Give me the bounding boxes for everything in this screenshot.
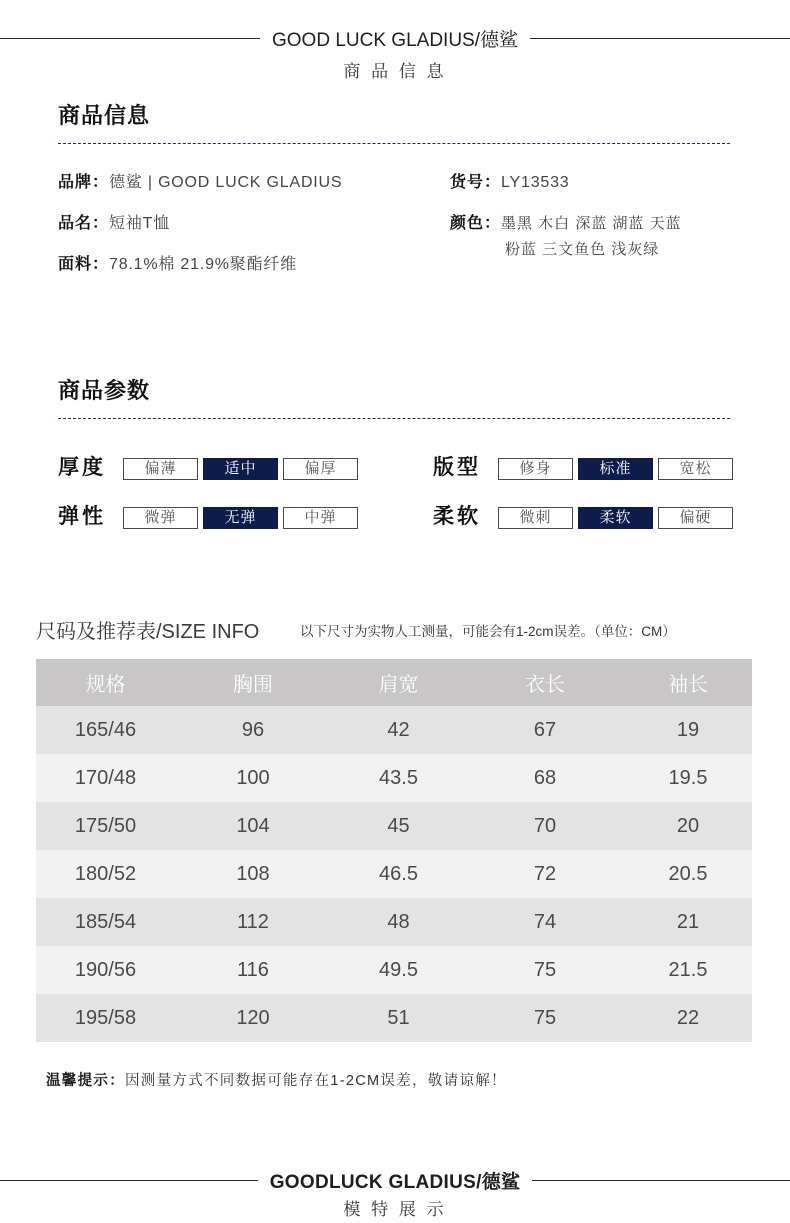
fit-option: 修身: [498, 458, 573, 480]
size-table: [36, 659, 752, 1042]
table-cell: 72: [466, 850, 624, 898]
header-subtitle: 商 品 信 息: [343, 62, 447, 81]
color-row-continued: [505, 239, 659, 261]
brand-value: 德鲨 | GOOD LUCK GLADIUS: [109, 174, 343, 191]
product-name-row: [58, 213, 170, 235]
column-header: 袖长: [624, 659, 752, 706]
elasticity-label: 弹性: [58, 505, 106, 528]
table-row: [36, 946, 752, 994]
table-cell: 20: [624, 802, 752, 850]
table-cell: 45: [331, 802, 466, 850]
color-row: [450, 213, 682, 235]
color-values-line1: 墨黑 木白 深蓝 湖蓝 天蓝: [501, 215, 682, 232]
table-cell: 195/58: [36, 994, 175, 1042]
footer-left-rule: [0, 1180, 258, 1181]
measurement-tip: [46, 1071, 507, 1091]
softness-option: 偏硬: [658, 507, 733, 529]
footer-brand-text: GOODLUCK GLADIUS/德鲨: [269, 1171, 521, 1193]
table-cell: 100: [175, 754, 331, 802]
table-cell: 19.5: [624, 754, 752, 802]
fit-label: 版型: [433, 456, 481, 479]
product-info-title: 商品信息: [58, 103, 151, 128]
product-info-divider: [58, 143, 730, 144]
table-row: [36, 850, 752, 898]
table-cell: 120: [175, 994, 331, 1042]
brand-row: [58, 172, 342, 194]
table-cell: 67: [466, 706, 624, 754]
table-cell: 175/50: [36, 802, 175, 850]
table-cell: 49.5: [331, 946, 466, 994]
table-cell: 180/52: [36, 850, 175, 898]
table-row: [36, 754, 752, 802]
table-cell: 22: [624, 994, 752, 1042]
top-brand-text: GOOD LUCK GLADIUS/德鲨: [272, 29, 518, 51]
fit-option: 宽松: [658, 458, 733, 480]
table-cell: 19: [624, 706, 752, 754]
softness-option: 微刺: [498, 507, 573, 529]
elasticity-option: 微弹: [123, 507, 198, 529]
thickness-label: 厚度: [58, 456, 106, 479]
table-row: [36, 898, 752, 946]
tip-label: 温馨提示：: [46, 1073, 125, 1089]
table-cell: 116: [175, 946, 331, 994]
thickness-option: 偏厚: [283, 458, 358, 480]
softness-label: 柔软: [433, 505, 481, 528]
footer-brand-bar: [0, 1167, 790, 1193]
column-header: 衣长: [466, 659, 624, 706]
table-cell: 75: [466, 994, 624, 1042]
table-cell: 104: [175, 802, 331, 850]
elasticity-option: 中弹: [283, 507, 358, 529]
sku-label: 货号：: [450, 174, 502, 191]
table-row: [36, 802, 752, 850]
table-cell: 185/54: [36, 898, 175, 946]
table-cell: 21: [624, 898, 752, 946]
table-cell: 68: [466, 754, 624, 802]
table-cell: 43.5: [331, 754, 466, 802]
brand-label: 品牌：: [58, 174, 110, 191]
fit-option: 标准: [578, 458, 653, 480]
top-right-rule: [530, 38, 790, 39]
column-header: 胸围: [175, 659, 331, 706]
table-cell: 75: [466, 946, 624, 994]
sku-row: [450, 172, 570, 194]
table-cell: 170/48: [36, 754, 175, 802]
fabric-label: 面料：: [58, 256, 110, 273]
thickness-option: 偏薄: [123, 458, 198, 480]
table-cell: 20.5: [624, 850, 752, 898]
fabric-value: 78.1%棉 21.9%聚酯纤维: [109, 256, 297, 273]
product-name-value: 短袖T恤: [109, 215, 170, 232]
table-cell: 48: [331, 898, 466, 946]
table-cell: 51: [331, 994, 466, 1042]
table-cell: 46.5: [331, 850, 466, 898]
table-cell: 165/46: [36, 706, 175, 754]
params-divider: [58, 418, 730, 419]
thickness-option: 适中: [203, 458, 278, 480]
top-brand-bar: [0, 25, 790, 51]
column-header: 规格: [36, 659, 175, 706]
table-row: [36, 706, 752, 754]
params-title: 商品参数: [58, 378, 151, 403]
table-cell: 112: [175, 898, 331, 946]
top-left-rule: [0, 38, 260, 39]
footer-right-rule: [532, 1180, 790, 1181]
footer-subtitle: 模 特 展 示: [343, 1200, 447, 1219]
sku-value: LY13533: [501, 174, 570, 191]
fabric-row: [58, 254, 297, 276]
table-cell: 108: [175, 850, 331, 898]
table-row: [36, 994, 752, 1042]
size-info-note: 以下尺寸为实物人工测量，可能会有1-2cm误差。（单位：CM）: [300, 624, 676, 639]
table-cell: 21.5: [624, 946, 752, 994]
table-cell: 190/56: [36, 946, 175, 994]
column-header: 肩宽: [331, 659, 466, 706]
softness-option: 柔软: [578, 507, 653, 529]
tip-text: 因测量方式不同数据可能存在1-2CM误差，敬请谅解！: [125, 1073, 507, 1089]
elasticity-option: 无弹: [203, 507, 278, 529]
table-cell: 74: [466, 898, 624, 946]
table-cell: 42: [331, 706, 466, 754]
color-values-line2: 粉蓝 三文鱼色 浅灰绿: [505, 241, 660, 258]
color-label: 颜色：: [450, 215, 502, 232]
size-info-title: 尺码及推荐表/SIZE INFO: [36, 621, 260, 643]
product-name-label: 品名：: [58, 215, 110, 232]
table-cell: 70: [466, 802, 624, 850]
table-header-row: [36, 659, 752, 706]
table-cell: 96: [175, 706, 331, 754]
